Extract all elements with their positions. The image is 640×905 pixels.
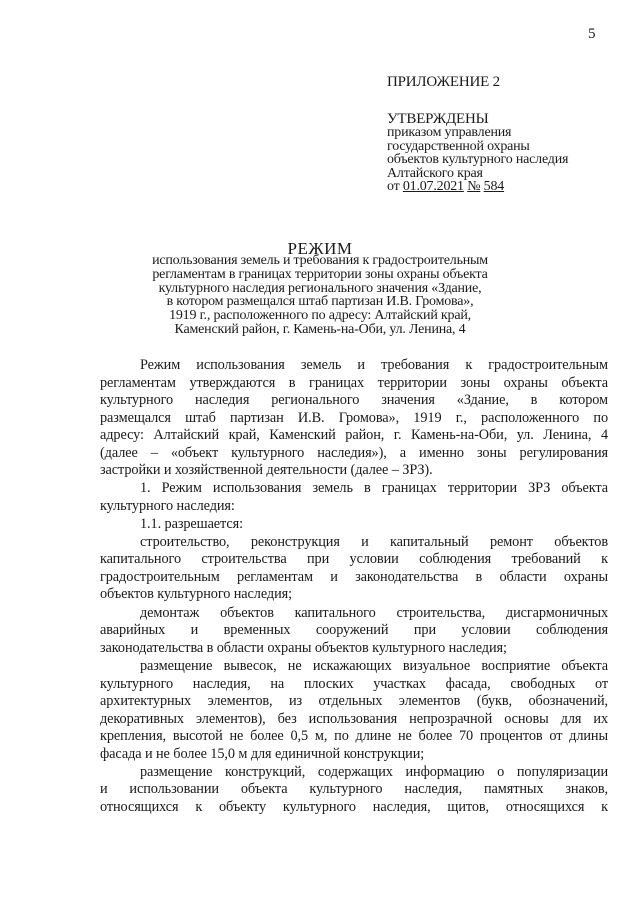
paragraph-line: фасада и не более 15,0 м для единичной конструкции; <box>100 745 425 762</box>
order-date: 01.07.2021 <box>402 179 464 194</box>
paragraph-line: демонтаж объектов капитального строительства, дисгармоничных <box>140 604 608 621</box>
paragraph-line: объектов культурного наследия; <box>100 586 292 603</box>
paragraph-line: 1. Режим использования земель в границах территории ЗРЗ объекта <box>140 480 608 497</box>
subtitle-line: культурного наследия регионального значения «Здание, <box>158 280 482 296</box>
subtitle-line: Каменский район, г. Камень-на-Оби, ул. Ленина, 4 <box>174 321 466 337</box>
page-number: 5 <box>588 26 596 42</box>
paragraph-line: размещение вывесок, не искажающих визуальное восприятие объекта <box>140 658 608 675</box>
document-title: РЕЖИМ <box>287 239 353 258</box>
paragraph-line: регламентам утверждаются в границах территории зоны охраны объекта <box>100 374 608 391</box>
paragraph-line: культурного наследия, на плоских участках фасада, свободных от <box>100 675 608 692</box>
order-number-sign: № <box>467 179 481 194</box>
appendix-label: ПРИЛОЖЕНИЕ 2 <box>387 74 500 90</box>
paragraph-line: капитального строительства при условии соблюдения требований к <box>100 551 608 568</box>
paragraph-line: относящихся к объекту культурного наследия, щитов, относящихся к <box>100 798 608 815</box>
paragraph <box>100 764 608 817</box>
paragraph-line: культурного наследия регионального значения «Здание, в котором <box>100 392 608 408</box>
paragraph-line: архитектурных элементов, из отдельных элементов (букв, обозначений, <box>100 693 608 710</box>
paragraph-line: градостроительным регламентам и законодательства в области охраны <box>100 568 608 585</box>
paragraph-line: культурного наследия: <box>100 497 235 514</box>
subtitle-line: 1919 г., расположенного по адресу: Алтайский край, <box>169 308 471 324</box>
paragraph <box>100 605 608 658</box>
paragraph <box>100 534 608 604</box>
paragraph-line: размещение конструкций, содержащих информацию о популяризации <box>140 763 608 780</box>
paragraph-line: строительство, реконструкция и капитальный ремонт объектов <box>140 533 608 550</box>
subtitle-line: использования земель и требования к градостроительным <box>152 253 488 268</box>
document-body <box>100 357 608 816</box>
order-from: от <box>387 179 400 194</box>
paragraph-line: 1.1. разрешается: <box>140 515 243 532</box>
paragraph-line: и использовании объекта культурного наследия, памятных знаков, <box>100 781 608 798</box>
order-line: государственной охраны <box>387 138 530 154</box>
paragraph-line: адресу: Алтайский край, Каменский район, г. Камень-на-Оби, ул. Ленина, 4 <box>100 427 608 443</box>
subtitle-line: регламентам в границах территории зоны охраны объекта <box>152 266 488 282</box>
order-reference <box>387 126 568 194</box>
paragraph-line: застройки и хозяйственной деятельности (далее – ЗРЗ). <box>100 462 433 478</box>
paragraph-line: размещался штаб партизан И.В. Громова», 1919 г., расположенного по <box>100 409 608 426</box>
paragraph-line: декоративных элементов), без использования непрозрачной основы для их <box>100 710 608 727</box>
paragraph-line: аварийных и временных сооружений при условии соблюдения <box>100 622 608 639</box>
paragraph <box>100 516 608 534</box>
order-line: Алтайского края <box>387 165 483 181</box>
order-date-line <box>387 180 568 194</box>
order-line: объектов культурного наследия <box>387 152 569 167</box>
paragraph-line: Режим использования земель и требования к градостроительным <box>140 357 608 373</box>
paragraph-line: (далее – «объект культурного наследия»), а именно зоны регулирования <box>100 444 608 461</box>
paragraph <box>100 480 608 515</box>
approved-label: УТВЕРЖДЕНЫ <box>387 111 489 127</box>
paragraph <box>100 357 608 480</box>
document-subtitle <box>100 254 540 337</box>
paragraph-line: законодательства в области охраны объектов культурного наследия; <box>100 639 507 656</box>
subtitle-line: в котором размещался штаб партизан И.В. Громова», <box>166 294 474 310</box>
paragraph <box>100 658 608 763</box>
order-number: 584 <box>483 179 505 194</box>
paragraph-line: крепления, высотой не более 0,5 м, по длине не более 70 процентов от длины <box>100 728 608 745</box>
order-line: приказом управления <box>387 125 512 140</box>
